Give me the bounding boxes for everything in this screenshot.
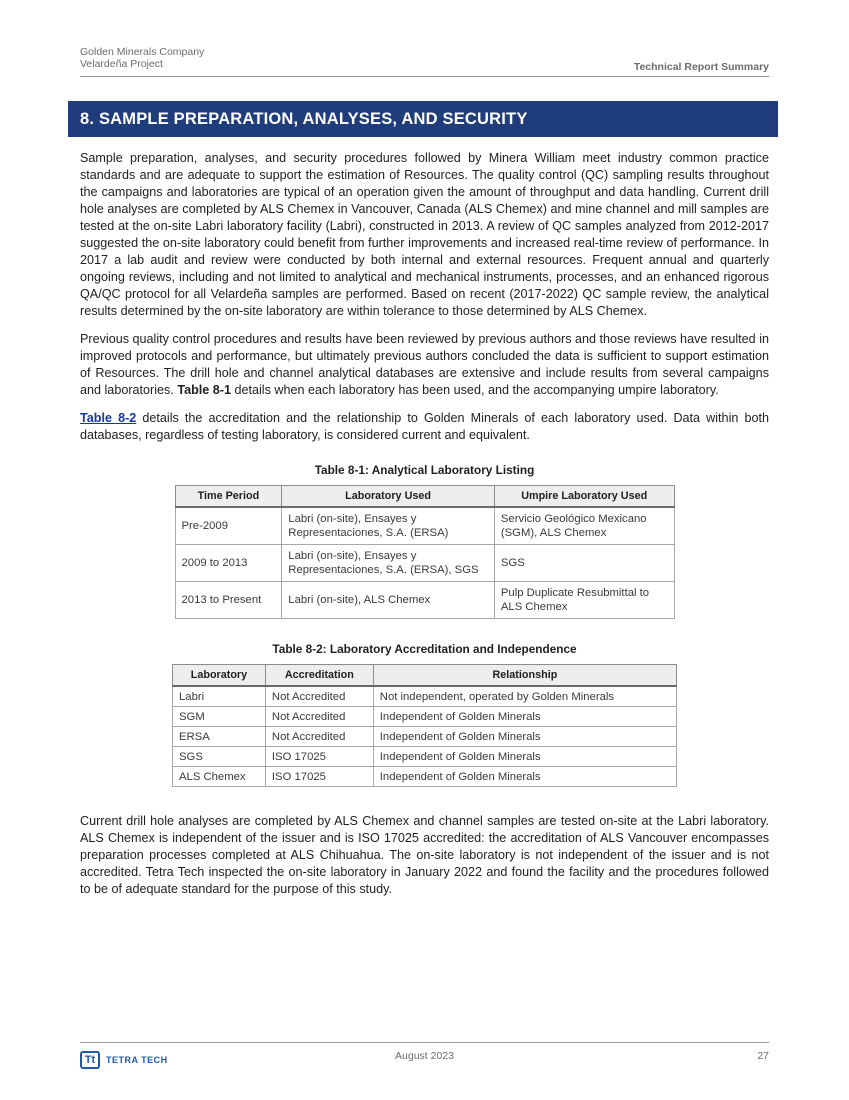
- column-header-laboratory: Laboratory: [173, 665, 266, 687]
- table-row: [175, 582, 674, 619]
- table-cell: SGS: [494, 545, 674, 582]
- table-cell: Not Accredited: [265, 727, 373, 747]
- table-row: [173, 707, 677, 727]
- logo-text: TETRA TECH: [106, 1055, 168, 1065]
- paragraph-2-text-a: Previous quality control procedures and results have been reviewed by previous authors and those reviews have resulted in improved protocols and performance, but ultimately previous authors concluded the data is sufficient to support estimation of Resources. The drill hole and channel analytical databases are extensive and include results from several campaigns and laboratories.: [80, 332, 769, 397]
- table-cell: Labri: [173, 686, 266, 707]
- page-footer: [80, 1042, 769, 1073]
- table-cell: Independent of Golden Minerals: [373, 767, 676, 787]
- column-header-time-period: Time Period: [175, 486, 282, 508]
- table-cell: ISO 17025: [265, 767, 373, 787]
- table-row: [175, 545, 674, 582]
- column-header-relationship: Relationship: [373, 665, 676, 687]
- table-row: [173, 686, 677, 707]
- table-cell: Pulp Duplicate Resubmittal to ALS Chemex: [494, 582, 674, 619]
- paragraph-3-text: details the accreditation and the relationship to Golden Minerals of each laboratory used. Data within both databases, regardless of testing laboratory, is considered current and equivalent.: [80, 411, 769, 442]
- table-cell: Not Accredited: [265, 686, 373, 707]
- table-cell: Independent of Golden Minerals: [373, 727, 676, 747]
- paragraph-3: [80, 410, 769, 444]
- paragraph-2-text-b: details when each laboratory has been used, and the accompanying umpire laboratory.: [234, 383, 719, 397]
- paragraph-4: Current drill hole analyses are completed by ALS Chemex and channel samples are tested on-site at the Labri laboratory. ALS Chemex is independent of the issuer and is ISO 17025 accredited: the accreditation of ALS Vancouver encompasses preparation processes completed at ALS Chihuahua. The on-site laboratory is not independent of the issuer and is not accredited. Tetra Tech inspected the on-site laboratory in January 2022 and found the facility and the procedures followed to be of adequate standard for the purpose of this study.: [80, 814, 769, 896]
- header-left: [80, 46, 204, 70]
- table-cell: 2009 to 2013: [175, 545, 282, 582]
- table-8-1-reference: Table 8-1: [177, 383, 231, 397]
- document-body: [80, 150, 769, 909]
- header-report-type: Technical Report Summary: [633, 61, 769, 73]
- table-8-2-link[interactable]: Table 8-2: [80, 411, 137, 425]
- table-1-caption: Table 8-1: Analytical Laboratory Listing: [314, 463, 535, 477]
- table-cell: SGM: [173, 707, 266, 727]
- table-cell: Independent of Golden Minerals: [373, 707, 676, 727]
- section-heading: 8. SAMPLE PREPARATION, ANALYSES, AND SECURITY: [68, 101, 778, 137]
- table-row: [175, 507, 674, 545]
- table-cell: Labri (on-site), Ensayes y Representaciones, S.A. (ERSA): [282, 507, 495, 545]
- column-header-accreditation: Accreditation: [265, 665, 373, 687]
- table-row: [173, 767, 677, 787]
- table-cell: Pre-2009: [175, 507, 282, 545]
- accreditation-table: [172, 664, 677, 787]
- page-number: 27: [757, 1050, 769, 1062]
- header-company: Golden Minerals Company: [80, 46, 205, 58]
- table-cell: Not Accredited: [265, 707, 373, 727]
- table-cell: Servicio Geológico Mexicano (SGM), ALS Chemex: [494, 507, 674, 545]
- table-2-caption: Table 8-2: Laboratory Accreditation and Independence: [272, 642, 577, 656]
- column-header-laboratory-used: Laboratory Used: [282, 486, 495, 508]
- table-header-row: [173, 665, 677, 687]
- table-cell: ERSA: [173, 727, 266, 747]
- footer-date: August 2023: [395, 1050, 454, 1062]
- paragraph-2: [80, 331, 769, 399]
- laboratory-listing-table: [175, 485, 675, 619]
- table-cell: Labri (on-site), ALS Chemex: [282, 582, 495, 619]
- table-cell: Labri (on-site), Ensayes y Representaciones, S.A. (ERSA), SGS: [282, 545, 495, 582]
- table-cell: ALS Chemex: [173, 767, 266, 787]
- header-project: Velardeña Project: [80, 58, 163, 70]
- table-cell: 2013 to Present: [175, 582, 282, 619]
- table-cell: Independent of Golden Minerals: [373, 747, 676, 767]
- table-cell: SGS: [173, 747, 266, 767]
- paragraph-1: Sample preparation, analyses, and security procedures followed by Minera William meet industry common practice standards and are adequate to support the estimation of Resources. The quality control (QC) sampling results throughout the campaigns and laboratories are typical of an operation given the amount of throughput and data handling. Current drill hole analyses are completed by ALS Chemex in Vancouver, Canada (ALS Chemex) and mine channel and mill samples are tested at the on-site Labri laboratory facility (Labri), constructed in 2013. A review of QC samples analyzed from 2012-2017 suggested the on-site laboratory could benefit from further improvements and increased real-time review of performance. In 2017 a lab audit and review were conducted by both internal and external resources. Frequent annual and quarterly ongoing reviews, including and not limited to analytical and mechanical instruments, processes, and an enhanced rigorous QA/QC protocol for all Velardeña samples are performed. Based on recent (2017-2022) QC sample review, the analytical results determined by the on-site laboratory are within tolerance to those determined by ALS Chemex.: [80, 151, 769, 318]
- table-row: [173, 747, 677, 767]
- column-header-umpire-laboratory: Umpire Laboratory Used: [494, 486, 674, 508]
- table-row: [173, 727, 677, 747]
- page-header: [80, 46, 769, 77]
- table-cell: Not independent, operated by Golden Minerals: [373, 686, 676, 707]
- table-header-row: [175, 486, 674, 508]
- table-cell: ISO 17025: [265, 747, 373, 767]
- tetra-tech-logo-icon: Tt: [80, 1051, 100, 1069]
